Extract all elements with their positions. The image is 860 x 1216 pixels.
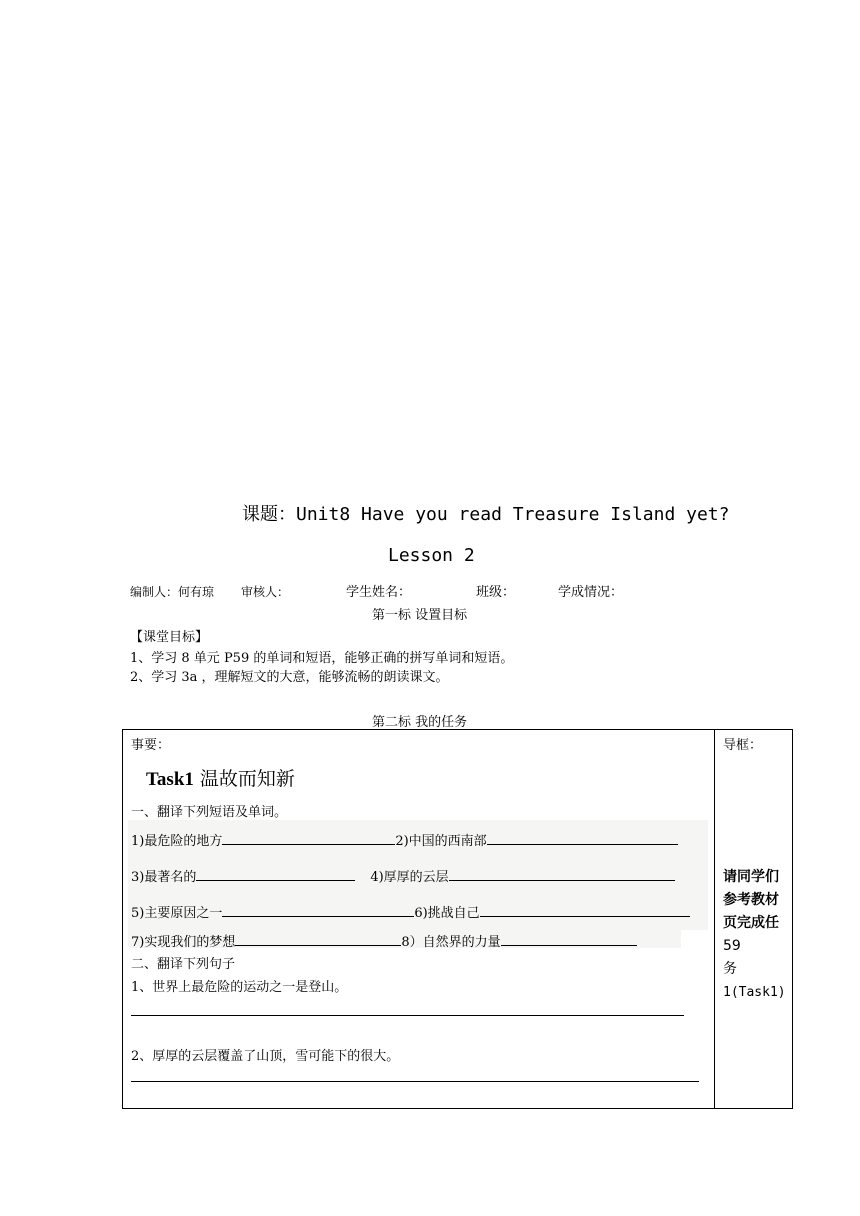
guide-line-1: 请同学们 [723,869,779,885]
answer-blank-4[interactable] [449,867,675,881]
lesson-title: Lesson 2 [388,545,475,566]
class-label: 班级： [476,585,516,600]
table-divider [714,729,715,1109]
vocab-row-4 [131,931,637,950]
vocab-item-8: 8）自然界的力量 [401,935,501,950]
vocab-item-3: 3)最著名的 [131,870,197,885]
answer-blank-6[interactable] [480,903,690,917]
reviewer-label: 审核人： [241,585,290,599]
part1-title: 一、翻译下列短语及单词。 [131,805,288,820]
answer-blank-8[interactable] [501,932,637,946]
guide-note [723,866,787,1004]
task1-subtitle: 温故而知新 [193,768,295,790]
answer-blank-5[interactable] [222,903,414,917]
vocab-item-4: 4)厚厚的云层 [370,870,449,885]
vocab-row-1 [131,830,678,849]
section2-heading: 第二标 我的任务 [372,715,468,730]
answer-blank-7[interactable] [235,932,401,946]
guide-line-4 [723,935,787,981]
guide-line-5: 1(Task1) [723,985,786,1000]
sentence-2: 2、厚厚的云层覆盖了山顶，雪可能下的很大。 [131,1049,400,1064]
guide-page-number: 59 [723,938,741,954]
vocab-item-1: 1)最危险的地方 [131,834,223,849]
sentence-1: 1、世界上最危险的运动之一是登山。 [131,980,348,995]
student-name-label: 学生姓名： [346,585,412,600]
answer-blank-1[interactable] [222,831,395,845]
vocab-item-7: 7)实现我们的梦想 [131,935,236,950]
part2-title: 二、翻译下列句子 [131,957,236,972]
goals-title: 【课堂目标】 [130,630,209,645]
left-column-label: 事要： [131,738,171,753]
right-column-label: 导框： [723,738,763,753]
task1-heading [146,764,295,791]
section1-heading: 第一标 设置目标 [372,608,468,623]
vocab-item-5: 5)主要原因之一 [131,906,223,921]
goal-item-1: 1、学习 8 单元 P59 的单词和短语，能够正确的拼写单词和短语。 [130,651,514,666]
sentence-2-answer-line[interactable] [131,1081,699,1082]
guide-line-2: 参考教材 [723,892,779,908]
guide-task-word: 务 [723,961,737,977]
guide-line-3: 页完成任 [723,915,779,931]
vocab-row-3 [131,902,690,921]
page-title: 课题：Unit8 Have you read Treasure Island yet? [242,504,730,525]
sentence-1-answer-line[interactable] [131,1015,684,1016]
vocab-item-2: 2)中国的西南部 [395,834,487,849]
vocab-item-6: 6)挑战自己 [414,906,480,921]
result-label: 学成情况： [558,585,624,600]
vocab-row-2 [131,866,675,885]
answer-blank-2[interactable] [487,831,678,845]
goal-item-2: 2、学习 3a ，理解短文的大意，能够流畅的朗读课文。 [130,670,449,685]
editor-label: 编制人：何有琼 [130,585,215,599]
answer-blank-3[interactable] [196,867,355,881]
task1-label: Task1 [146,769,194,790]
